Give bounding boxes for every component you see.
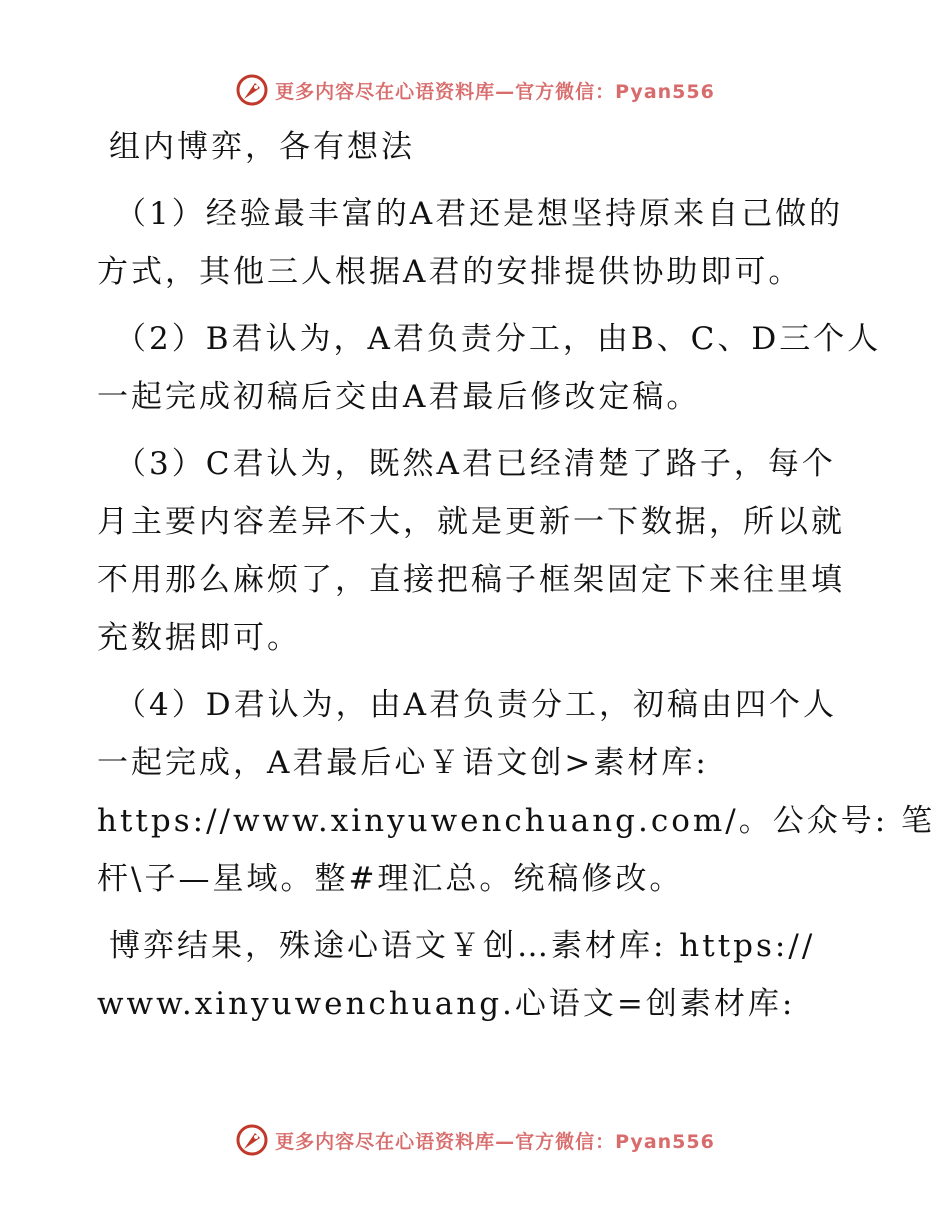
paragraph-5 (97, 917, 857, 1033)
document-title: 组内博弈，各有想法 (109, 129, 415, 165)
footer-banner-text: 更多内容尽在心语资料库—官方微信：Pyan556 (275, 1130, 715, 1153)
paragraph-line: 一起完成，A君最后心￥语文创>素材库: (97, 745, 709, 781)
paragraph-line: www.xinyuwenchuang.心语文=创素材库: (97, 986, 796, 1022)
paragraph-line: （1）经验最丰富的A君还是想坚持原来自己做的 (115, 196, 844, 232)
paragraph-line: 月主要内容差异不大，就是更新一下数据，所以就 (97, 504, 845, 540)
paragraph-line: 不用那么麻烦了，直接把稿子框架固定下来往里填 (97, 562, 845, 598)
paragraph-1 (97, 185, 857, 301)
document-body (97, 118, 936, 1042)
paragraph-3 (97, 435, 857, 667)
paragraph-line: 杆\子—星域。整#理汇总。统稿修改。 (97, 861, 684, 897)
paragraph-line: （2）B君认为，A君负责分工，由B、C、D三个人 (115, 321, 882, 357)
pen-nib-logo-icon (235, 73, 269, 107)
paragraph-line: 一起完成初稿后交由A君最后修改定稿。 (97, 379, 701, 415)
paragraph-line: 充数据即可。 (97, 620, 301, 656)
paragraph-2 (97, 310, 882, 426)
header-banner (0, 70, 950, 110)
pen-nib-logo-icon (235, 1123, 269, 1157)
paragraph-line: 博弈结果，殊途心语文￥创…素材库: https:// (109, 928, 816, 964)
paragraph-4 (97, 676, 936, 908)
paragraph-line: 方式，其他三人根据A君的安排提供协助即可。 (97, 254, 803, 290)
header-banner-text: 更多内容尽在心语资料库—官方微信：Pyan556 (275, 80, 715, 103)
footer-banner (0, 1120, 950, 1160)
paragraph-line: （4）D君认为，由A君负责分工，初稿由四个人 (115, 687, 837, 723)
paragraph-line: https://www.xinyuwenchuang.com/。公众号: 笔 (97, 803, 936, 839)
paragraph-line: （3）C君认为，既然A君已经清楚了路子，每个 (115, 446, 836, 482)
